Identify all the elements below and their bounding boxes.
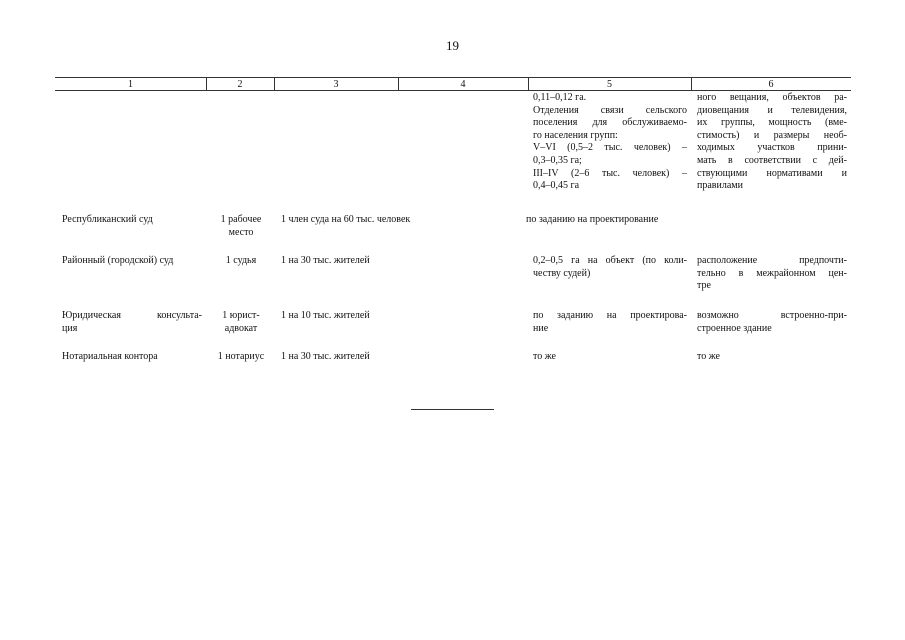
table-row-4-col5 <box>533 351 687 364</box>
table-row-2-col5 <box>533 255 687 280</box>
table-row-2-col1 <box>62 255 202 268</box>
text-line: Нотариальная контора <box>62 351 158 362</box>
table-row-3-col5 <box>533 310 687 335</box>
text-line: 1 нотариус <box>217 351 265 362</box>
text-line: Республиканский суд <box>62 214 153 225</box>
table-row-3-col6 <box>697 310 847 335</box>
text-line: Отделения связи сельского <box>533 104 687 116</box>
text-line: 0,11–0,12 га. <box>533 92 587 103</box>
text-line: возможно встроенно-при- <box>697 310 847 321</box>
table-row-4-col6 <box>697 351 847 364</box>
table-row-1-col2 <box>210 214 272 239</box>
text-line: 1 юрист- <box>222 310 260 321</box>
text-line: Районный (городской) суд <box>62 255 174 266</box>
text-line: 1 судья <box>225 255 257 266</box>
table-header-top-rule <box>55 77 851 78</box>
text-line: 0,4–0,45 га <box>533 180 580 192</box>
table-row-3-col1 <box>62 310 202 335</box>
table-row-1-col1 <box>62 214 202 227</box>
table-row-1-col3: 1 член суда на 60 тыс. человек <box>281 214 411 225</box>
text-line: стимость) и размеры необ- <box>697 129 847 141</box>
page-number: 19 <box>446 38 459 53</box>
text-line: строенное здание <box>697 322 772 334</box>
column-header-1: 1 <box>128 79 133 90</box>
text-line: адвокат <box>224 322 258 334</box>
column-header-3: 3 <box>333 79 339 90</box>
text-line: ного вещания, объектов ра- <box>697 92 847 103</box>
text-line: 1 рабочее <box>220 214 262 225</box>
table-row-2-col6 <box>697 255 847 293</box>
text-line: по заданию на проектирова- <box>533 310 687 321</box>
text-line: тре <box>697 280 711 292</box>
table-row-2-col3: 1 на 30 тыс. жителей <box>281 255 370 266</box>
text-line: то же <box>533 351 556 362</box>
text-line: место <box>228 226 254 238</box>
text-line: ние <box>533 322 549 334</box>
table-row-4-col1 <box>62 351 202 364</box>
text-line: тельно в межрайонном цен- <box>697 267 847 279</box>
table-row-1-col5 <box>526 214 690 227</box>
text-line: ция <box>62 322 78 334</box>
text-line: 0,3–0,35 га; <box>533 154 582 166</box>
column-header-4: 4 <box>460 79 466 90</box>
text-line: диовещания и телевидения, <box>697 104 847 116</box>
table-row-3-col3: 1 на 10 тыс. жителей <box>281 310 370 321</box>
column-header-6: 6 <box>768 79 774 90</box>
text-line: поселения для обслуживаемо- <box>533 117 687 129</box>
text-line: то же <box>697 351 720 362</box>
text-line: их группы, мощность (вме- <box>697 117 847 129</box>
text-line: V–VI (0,5–2 тыс. человек) – <box>533 142 687 154</box>
text-line: правилами <box>697 180 743 192</box>
text-line: Юридическая консульта- <box>62 310 202 321</box>
column-header-2: 2 <box>237 79 243 90</box>
text-line: 0,2–0,5 га на объект (по коли- <box>533 255 687 266</box>
column-header-5: 5 <box>607 79 612 90</box>
text-line: го населения групп: <box>533 129 618 141</box>
text-line: по заданию на проектирование <box>526 214 659 225</box>
table-row-4-col3: 1 на 30 тыс. жителей <box>281 351 370 362</box>
text-line: честву судей) <box>533 267 591 279</box>
continued-cell-col5 <box>533 92 687 193</box>
text-line: III–IV (2–6 тыс. человек) – <box>533 167 687 179</box>
text-line: расположение предпочти- <box>697 255 847 266</box>
table-row-2-col2 <box>210 255 272 268</box>
table-header-bottom-rule <box>55 90 851 91</box>
continued-cell-col6 <box>697 92 847 193</box>
end-rule <box>411 409 494 410</box>
text-line: мать в соответствии с дей- <box>697 154 847 166</box>
table-row-3-col2 <box>210 310 272 335</box>
text-line: ходимых участков прини- <box>697 142 847 154</box>
table-row-4-col2 <box>206 351 276 364</box>
text-line: ствующими нормативами и <box>697 167 847 179</box>
